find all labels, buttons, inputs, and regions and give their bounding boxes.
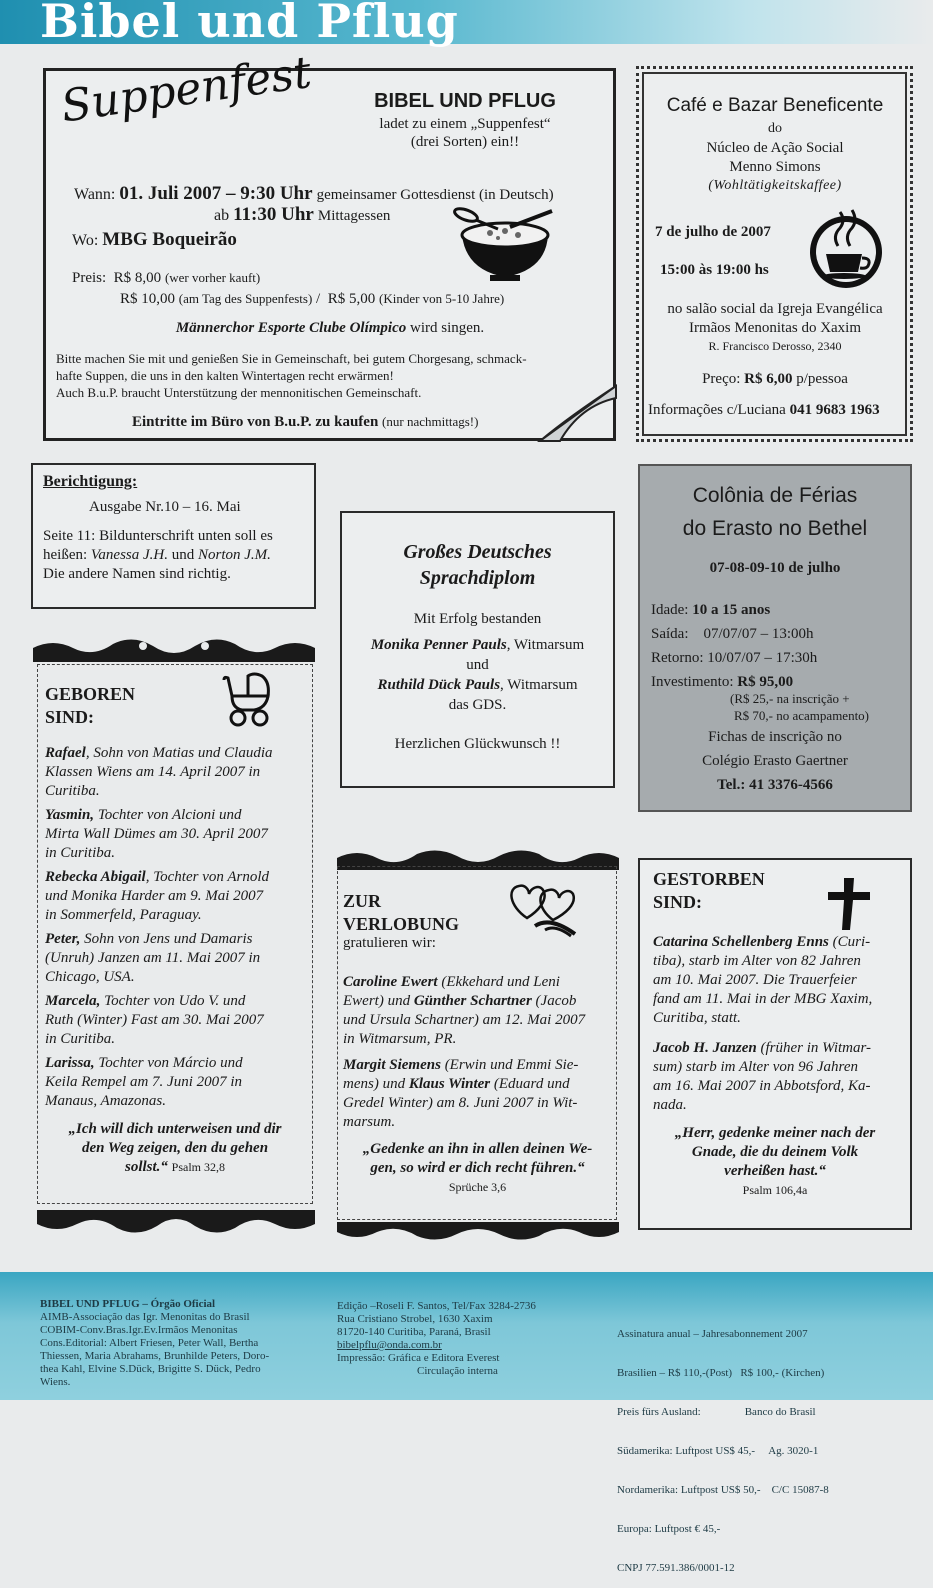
engagement-title: ZUR VERLOBUNG [343,891,460,934]
cafe-line2: Menno Simons [729,159,821,175]
ornament-divider [37,1210,315,1238]
cafe-line3: (Wohltätigkeitskaffee) [708,178,842,193]
list-item: Jacob H. Janzen (früher in Witmar- sum) starb im Alter von 96 Jahren am 16. Mai 2007 in Abbotsford, Ka- nada. [653,1040,872,1113]
camp-details: Idade: 10 a 15 anos Saída: 07/07/07 – 13:00h Retorno: 10/07/07 – 17:30h Investimento: R$ 95,00 [651,602,818,690]
ornament-divider [337,1222,619,1250]
cafe-title: Café e Bazar Beneficente [666,95,884,116]
list-item: Margit Siemens (Erwin und Emmi Sie- mens) und Klaus Winter (Eduard und Gredel Winter) am 8. Juni 2007 in Wit- marsum. [343,1057,579,1130]
diploma-und: und [466,657,489,673]
cafe-price: Preço: R$ 6,00 p/pessoa [702,371,848,387]
suppenfest-tickets: Eintritte im Büro von B.u.P. zu kaufen (nur nachmittags!) [132,414,479,430]
suppenfest-choir: Männerchor Esporte Clube Olímpico wird singen. [175,320,485,336]
diploma-gds: das GDS. [448,697,507,713]
correction-text: Seite 11: Bildunterschrift unten soll es heißen: Vanessa J.H. und Norton J.M. Die andere Namen sind richtig. [43,528,273,582]
footer-col-edition: Edição –Roseli F. Santos, Tel/Fax 3284-2736 Rua Cristiano Strobel, 1630 Xaxim 81720-140 Curitiba, Paraná, Brasil bibelpflu@onda.com.br Impressão: Gráfica e Editora Everest Circulação interna [337,1300,536,1377]
page-curl-icon [540,386,616,442]
cafe-venue1: no salão social da Igreja Evangélica [667,301,883,317]
births-verse: „Ich will dich unterweisen und dir den Weg zeigen, den du gehen sollst.“ Psalm 32,8 [68,1121,282,1175]
suppenfest-script-title: Suppenfest [58,46,315,133]
diploma-passed: Mit Erfolg bestanden [413,611,542,627]
cafe-line1: Núcleo de Ação Social [706,140,844,156]
list-item: Yasmin, Tochter von Alcioni und Mirta Wall Dümes am 30. April 2007 in Curitiba. [45,807,268,861]
cafe-time: 15:00 às 19:00 hs [660,262,769,278]
list-item: Caroline Ewert (Ekkehard und Leni Ewert) und Günther Schartner (Jacob und Ursula Schartner) am 12. Mai 2007 in Witmarsum, PR. [343,974,586,1047]
suppenfest-lunch: ab 11:30 Uhr Mittagessen [214,204,391,225]
list-item: Marcela, Tochter von Udo V. und Ruth (Winter) Fast am 30. Mai 2007 in Curitiba. [45,993,264,1047]
coffee-cup-icon [806,206,886,288]
camp-title: Colônia de Férias do Erasto no Bethel [682,484,868,540]
suppenfest-where: Wo: MBG Boqueirão [72,229,237,250]
footer-col-subscription: Assinatura anual – Jahresabonnement 2007 Brasilien – R$ 110,-(Post) R$ 100,- (Kirchen) Preis fürs Ausland: Banco do Brasil Südamerika: Luftpost US$ 45,- Ag. 3020-1 Nordamerika: Luftpost US$ 50,- C/C 15087-8 Europa: Luftpost € 45,- CNPJ 77.591.386/0001-12 [617,1328,829,1574]
list-item: Larissa, Tochter von Márcio und Keila Rempel am 7. Juni 2007 in Manaus, Amazonas. [45,1055,243,1109]
camp-dates: 07-08-09-10 de julho [709,560,841,576]
camp-tel: Tel.: 41 3376-4566 [717,777,833,793]
camp-invest-note: (R$ 25,- na inscrição + R$ 70,- no acampamento) [730,691,870,723]
list-item: Catarina Schellenberg Enns (Curi- tiba), starb im Alter von 82 Jahren am 10. Mai 2007. Die Trauerfeier fand am 11. Mai in der MBG Xaxim, Curitiba, statt. [653,934,873,1026]
cafe-venue2: Irmãos Menonitas do Xaxim [688,320,862,336]
masthead-title: Bibel und Pflug [40,0,459,48]
suppenfest-body: Bitte machen Sie mit und genießen Sie in Gemeinschaft, bei gutem Chorgesang, schmack- hafte Suppen, die uns in den kalten Wintertagen recht erwärmen! Auch B.u.P. braucht Unterstützung der mennonitischen Gemeinschaft. [56,351,527,400]
diploma-congrats: Herzlichen Glückwunsch !! [394,736,561,752]
list-item: Peter, Sohn von Jens und Damaris (Unruh) Janzen am 11. Mai 2007 in Chicago, USA. [45,931,261,985]
hearts-icon [505,878,580,942]
camp-colegio: Colégio Erasto Gaertner [702,753,848,769]
cafe-do: do [768,121,782,136]
births-list [45,744,302,1116]
suppenfest-org: BIBEL UND PFLUG [374,90,556,112]
soup-bowl-icon [450,205,560,283]
engagement-sub: gratulieren wir: [343,935,436,951]
deaths-title: GESTORBEN SIND: [653,869,765,912]
suppenfest-invite-2: (drei Sorten) ein!! [410,134,520,150]
correction-issue: Ausgabe Nr.10 – 16. Mai [89,499,241,515]
ornament-divider [33,634,315,662]
baby-carriage-icon [218,672,276,728]
deaths-verse: „Herr, gedenke meiner nach der Gnade, die du deinem Volk verheißen hast.“ Psalm 106,4a [674,1125,876,1197]
cafe-info: Informações c/Luciana 041 9683 1963 [648,402,880,418]
diploma-name2: Ruthild Dück Pauls, Witmarsum [377,677,578,693]
cafe-date: 7 de julho de 2007 [655,224,771,240]
diploma-title: Großes Deutsches Sprachdiplom [403,541,552,589]
suppenfest-invite-1: ladet zu einem „Suppenfest“ [379,116,551,132]
cross-icon [826,876,872,932]
diploma-name1: Monika Penner Pauls, Witmarsum [370,637,585,653]
suppenfest-price-1: Preis: R$ 8,00 (wer vorher kauft) [72,270,261,286]
suppenfest-when: Wann: 01. Juli 2007 – 9:30 Uhr gemeinsamer Gottesdienst (in Deutsch) [74,183,554,204]
suppenfest-price-2: R$ 10,00 (am Tag des Suppenfests) / R$ 5,00 (Kinder von 5-10 Jahre) [120,291,505,307]
correction-title: Berichtigung: [43,473,138,490]
cafe-address: R. Francisco Derosso, 2340 [708,339,842,353]
footer-col-publisher: BIBEL UND PFLUG – Órgão Oficial AIMB-Associação das Igr. Menonitas do Brasil COBIM-Conv.Bras.Igr.Ev.Irmãos Menonitas Cons.Editorial: Albert Friesen, Peter Wall, Bertha Thiessen, Maria Abrahams, Brunhilde Peters, Doro- thea Kahl, Elvine S.Dück, Brigitte S. Dück, Pedro Wiens. [40,1298,270,1388]
engagement-verse: „Gedenke an ihn in allen deinen We- gen, so wird er dich recht führen.“ Sprüche 3,6 [362,1141,593,1194]
list-item: Rebecka Abigail, Tochter von Arnold und Monika Harder am 9. Mai 2007 in Sommerfeld, Paraguay. [45,869,270,923]
list-item: Rafael, Sohn von Matias und Claudia Klassen Wiens am 14. April 2007 in Curitiba. [45,745,273,799]
camp-fichas: Fichas de inscrição no [708,729,842,745]
births-title: GEBOREN SIND: [45,684,136,727]
